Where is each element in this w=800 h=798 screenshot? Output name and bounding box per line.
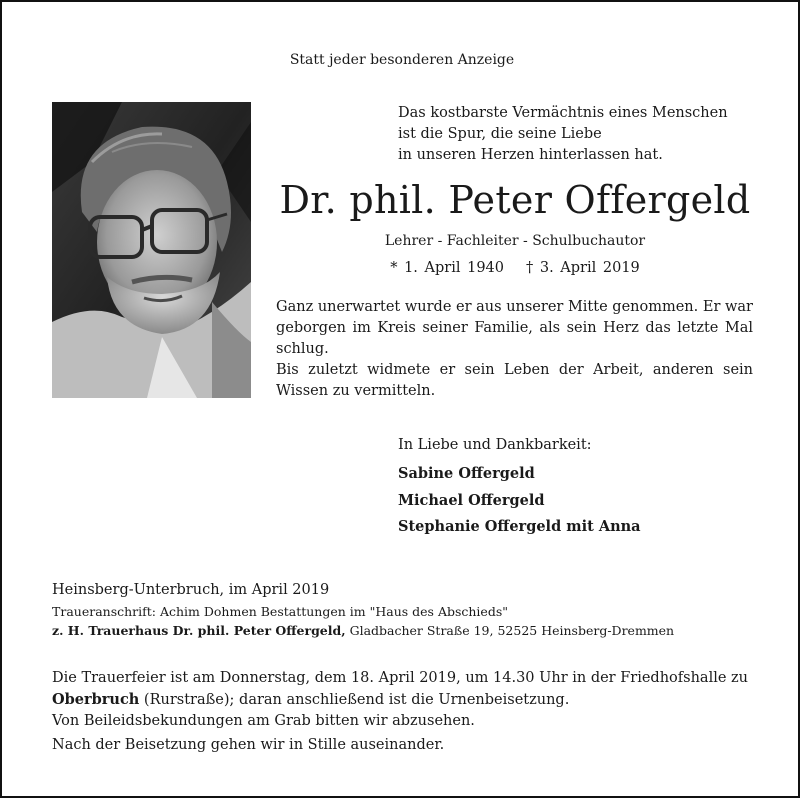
deceased-name: Dr. phil. Peter Offergeld bbox=[279, 178, 751, 222]
closing-note: Nach der Beisetzung gehen wir in Stille auseinander. bbox=[52, 737, 445, 753]
mourner-name: Stephanie Offergeld mit Anna bbox=[398, 518, 641, 535]
portrait-photo bbox=[52, 102, 251, 398]
deceased-roles: Lehrer - Fachleiter - Schulbuchautor bbox=[384, 233, 646, 249]
mourner-name: Sabine Offergeld bbox=[398, 465, 535, 482]
text-paragraph: Ganz unerwartet wurde er aus unserer Mitte genommen. Er war geborgen im Kreis seiner Familie, als sein Herz das letzte Mal schlug. bbox=[276, 299, 753, 357]
notice-header: Statt jeder besonderen Anzeige bbox=[289, 52, 515, 68]
memorial-quote bbox=[398, 103, 728, 166]
service-text: (Rurstraße); daran anschließend ist die Urnenbeisetzung. bbox=[139, 692, 570, 708]
service-location: Oberbruch bbox=[52, 691, 140, 708]
life-dates bbox=[270, 260, 760, 276]
address-recipient: z. H. Trauerhaus Dr. phil. Peter Offergeld, bbox=[52, 623, 346, 638]
mourners-intro: In Liebe und Dankbarkeit: bbox=[398, 437, 592, 453]
mourner-name: Michael Offergeld bbox=[398, 492, 545, 509]
quote-line: Das kostbarste Vermächtnis eines Menschen bbox=[398, 105, 728, 121]
quote-line: ist die Spur, die seine Liebe bbox=[398, 126, 602, 142]
death-date: † 3. April 2019 bbox=[526, 260, 640, 276]
service-text: Die Trauerfeier ist am Donnerstag, dem 18. April 2019, um 14.30 Uhr in der Friedhofshalle zu bbox=[52, 670, 749, 686]
mourning-address: Traueranschrift: Achim Dohmen Bestattungen im "Haus des Abschieds" bbox=[52, 604, 508, 619]
birth-date: * 1. April 1940 bbox=[390, 260, 504, 276]
address-street: Gladbacher Straße 19, 52525 Heinsberg-Dremmen bbox=[345, 623, 675, 638]
mourning-address-detail bbox=[52, 623, 674, 638]
funeral-service-info bbox=[52, 668, 757, 711]
quote-line: in unseren Herzen hinterlassen hat. bbox=[398, 147, 663, 163]
place-date: Heinsberg-Unterbruch, im April 2019 bbox=[52, 582, 330, 598]
condolence-note: Von Beileidsbekundungen am Grab bitten wir abzusehen. bbox=[52, 713, 475, 729]
text-paragraph: Bis zuletzt widmete er sein Leben der Arbeit, anderen sein Wissen zu vermitteln. bbox=[276, 362, 753, 399]
